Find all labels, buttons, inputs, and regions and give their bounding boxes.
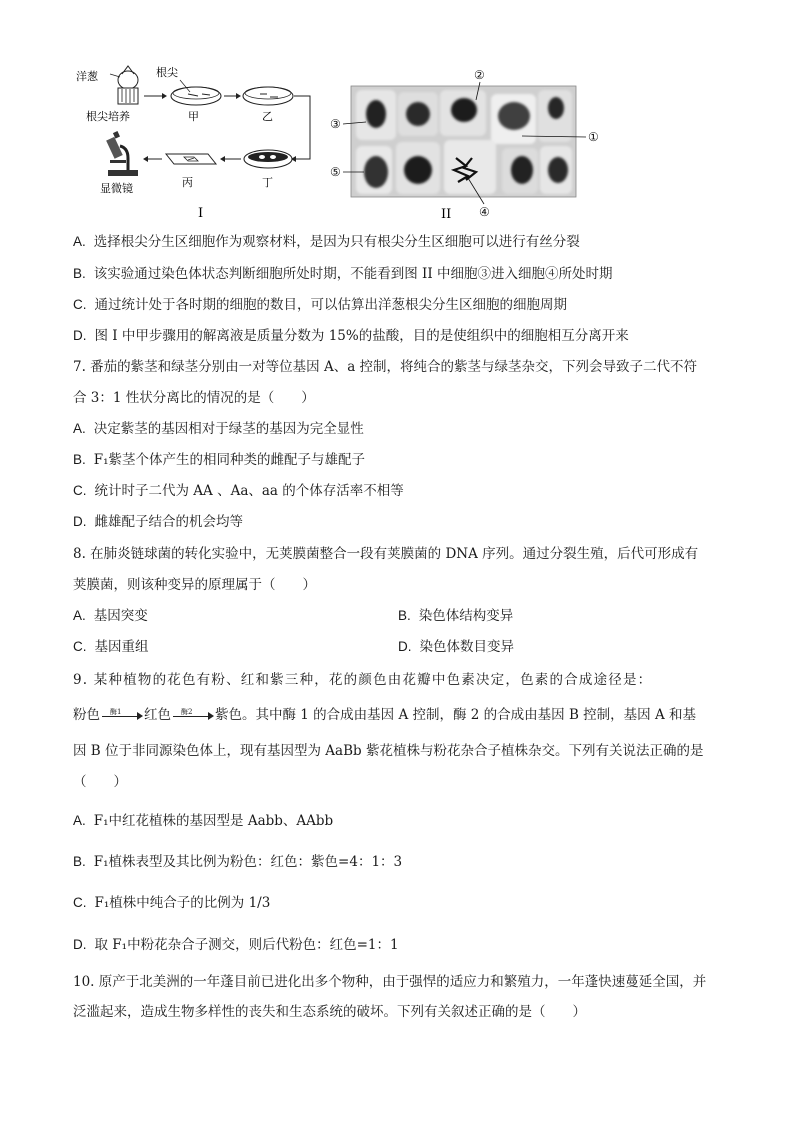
q9-option-b bbox=[73, 853, 402, 871]
microscope-icon bbox=[106, 131, 138, 176]
q9-pathway-purple: 紫色 bbox=[215, 707, 242, 723]
q7-option-c bbox=[73, 482, 404, 500]
marker-2: ② bbox=[474, 68, 485, 82]
q8-option-c bbox=[73, 638, 149, 656]
label-root-culture: 根尖培养 bbox=[86, 110, 130, 123]
q7-option-c-letter: C. bbox=[73, 483, 87, 498]
q9-enzyme-1-label: 酶1 bbox=[110, 707, 122, 716]
q6-option-c bbox=[73, 296, 567, 314]
q9-option-d-letter: D. bbox=[73, 937, 87, 952]
q7-option-d-letter: D. bbox=[73, 514, 87, 529]
q9-enzyme-2-label: 酶2 bbox=[181, 707, 193, 716]
q8-stem-line-2: 荚膜菌，则该种变异的原理属于（ ） bbox=[73, 577, 316, 593]
label-ding: 丁 bbox=[262, 176, 273, 189]
q6-option-a-letter: A. bbox=[73, 234, 86, 249]
q7-option-d bbox=[73, 513, 243, 531]
q9-pathway-line bbox=[73, 706, 696, 724]
q6-option-c-letter: C. bbox=[73, 297, 87, 312]
q6-option-d-letter: D. bbox=[73, 328, 87, 343]
label-onion: 洋葱 bbox=[76, 70, 98, 83]
q8-option-a bbox=[73, 607, 148, 625]
q6-option-c-text: 通过统计处于各时期的细胞的数目，可以估算出洋葱根尖分生区细胞的细胞周期 bbox=[94, 297, 567, 313]
q7-option-c-text: 统计时子二代为 AA 、Aa、aa 的个体存活率不相等 bbox=[94, 483, 404, 499]
q9-option-d-text: 取 F₁中粉花杂合子测交，则后代粉色：红色=1：1 bbox=[94, 937, 399, 953]
q8-option-b-text: 染色体结构变异 bbox=[418, 608, 514, 624]
q7-stem-line-1: 7. 番茄的紫茎和绿茎分别由一对等位基因 A、a 控制，将纯合的紫茎与绿茎杂交，下列会导致子二代不符 bbox=[73, 359, 698, 375]
q8-option-c-text: 基因重组 bbox=[94, 639, 149, 655]
marker-1: ① bbox=[588, 130, 599, 144]
dish-ding-icon bbox=[244, 150, 292, 168]
q6-option-b-text: 该实验通过染色体状态判断细胞所处时期，不能看到图 II 中细胞③进入细胞④所处时期 bbox=[93, 266, 613, 282]
q9-pathway-arrow-1 bbox=[100, 709, 144, 723]
q8-option-d-letter: D. bbox=[398, 639, 412, 654]
q8-option-d-text: 染色体数目变异 bbox=[419, 639, 514, 655]
q7-option-a-text: 决定紫茎的基因相对于绿茎的基因为完全显性 bbox=[93, 421, 364, 437]
q6-option-d-text: 图 I 中甲步骤用的解离液是质量分数为 15%的盐酸，目的是使组织中的细胞相互分离开来 bbox=[94, 328, 629, 344]
q8-option-b bbox=[398, 607, 513, 625]
marker-3: ③ bbox=[330, 117, 341, 131]
q9-option-b-text: F₁植株表型及其比例为粉色：红色：紫色=4：1：3 bbox=[93, 854, 403, 870]
q8-stem-line-1: 8. 在肺炎链球菌的转化实验中，无荚膜菌整合一段有荚膜菌的 DNA 序列。通过分裂生殖，后代可形成有 bbox=[73, 546, 699, 562]
dish-yi-icon bbox=[243, 87, 293, 105]
q8-option-c-letter: C. bbox=[73, 639, 87, 654]
q9-pathway-after: 。其中酶 1 的合成由基因 A 控制，酶 2 的合成由基因 B 控制，基因 A 和基 bbox=[242, 707, 697, 723]
q9-option-b-letter: B. bbox=[73, 854, 86, 869]
q9-option-a bbox=[73, 812, 333, 830]
figure-2-micrograph bbox=[326, 66, 616, 226]
q7-option-d-text: 雌雄配子结合的机会均等 bbox=[94, 514, 243, 530]
label-microscope: 显微镜 bbox=[100, 182, 133, 195]
q7-option-b-letter: B. bbox=[73, 452, 86, 467]
q6-option-a bbox=[73, 233, 580, 251]
label-bing: 丙 bbox=[182, 176, 193, 189]
label-root-tip: 根尖 bbox=[156, 66, 178, 79]
q8-option-a-letter: A. bbox=[73, 608, 86, 623]
q7-option-b bbox=[73, 451, 365, 469]
q6-option-b-letter: B. bbox=[73, 266, 86, 281]
q7-stem-line-2: 合 3：1 性状分离比的情况的是（ ） bbox=[73, 390, 315, 406]
q9-stem-line-1: 9. 某种植物的花色有粉、红和紫三种，花的颜色由花瓣中色素决定，色素的合成途径是： bbox=[73, 672, 653, 688]
q9-pathway-pink: 粉色 bbox=[73, 707, 100, 723]
q8-option-d bbox=[398, 638, 514, 656]
q9-option-a-text: F₁中红花植株的基因型是 Aabb、AAbb bbox=[93, 813, 334, 829]
q7-option-a bbox=[73, 420, 364, 438]
q9-stem-line-4: （ ） bbox=[73, 774, 127, 790]
q9-option-c-letter: C. bbox=[73, 895, 87, 910]
q9-option-d bbox=[73, 936, 399, 954]
slide-bing-icon bbox=[166, 154, 216, 164]
figure-1-caption: I bbox=[198, 206, 204, 221]
q7-option-a-letter: A. bbox=[73, 421, 86, 436]
q7-option-b-text: F₁紫茎个体产生的相同种类的雌配子与雄配子 bbox=[93, 452, 366, 468]
q6-option-a-text: 选择根尖分生区细胞作为观察材料，是因为只有根尖分生区细胞可以进行有丝分裂 bbox=[93, 234, 580, 250]
q9-stem-line-3: 因 B 位于非同源染色体上，现有基因型为 AaBb 紫花植株与粉花杂合子植株杂交。下列有关说法正确的是 bbox=[73, 743, 704, 759]
q10-stem-line-2: 泛滥起来，造成生物多样性的丧失和生态系统的破坏。下列有关叙述正确的是（ ） bbox=[73, 1004, 586, 1020]
marker-5: ⑤ bbox=[330, 165, 341, 179]
figure-1-experiment-flow bbox=[70, 62, 330, 222]
q9-pathway-red: 红色 bbox=[144, 707, 171, 723]
q9-option-c bbox=[73, 894, 270, 912]
label-yi: 乙 bbox=[262, 110, 273, 123]
dish-jia-icon bbox=[171, 87, 221, 105]
q9-pathway-arrow-2 bbox=[171, 709, 215, 723]
label-jia: 甲 bbox=[188, 110, 199, 123]
q8-option-b-letter: B. bbox=[398, 608, 411, 623]
q10-stem-line-1: 10. 原产于北美洲的一年蓬目前已进化出多个物种，由于强悍的适应力和繁殖力，一年蓬快速蔓延全国，并 bbox=[73, 974, 707, 990]
q9-option-a-letter: A. bbox=[73, 813, 86, 828]
q6-option-d bbox=[73, 327, 629, 345]
q9-option-c-text: F₁植株中纯合子的比例为 1/3 bbox=[94, 895, 271, 911]
onion-beaker-icon bbox=[110, 66, 138, 104]
figure-2-caption: II bbox=[441, 207, 452, 222]
q8-option-a-text: 基因突变 bbox=[93, 608, 148, 624]
q6-option-b bbox=[73, 265, 613, 283]
marker-4: ④ bbox=[479, 205, 490, 219]
